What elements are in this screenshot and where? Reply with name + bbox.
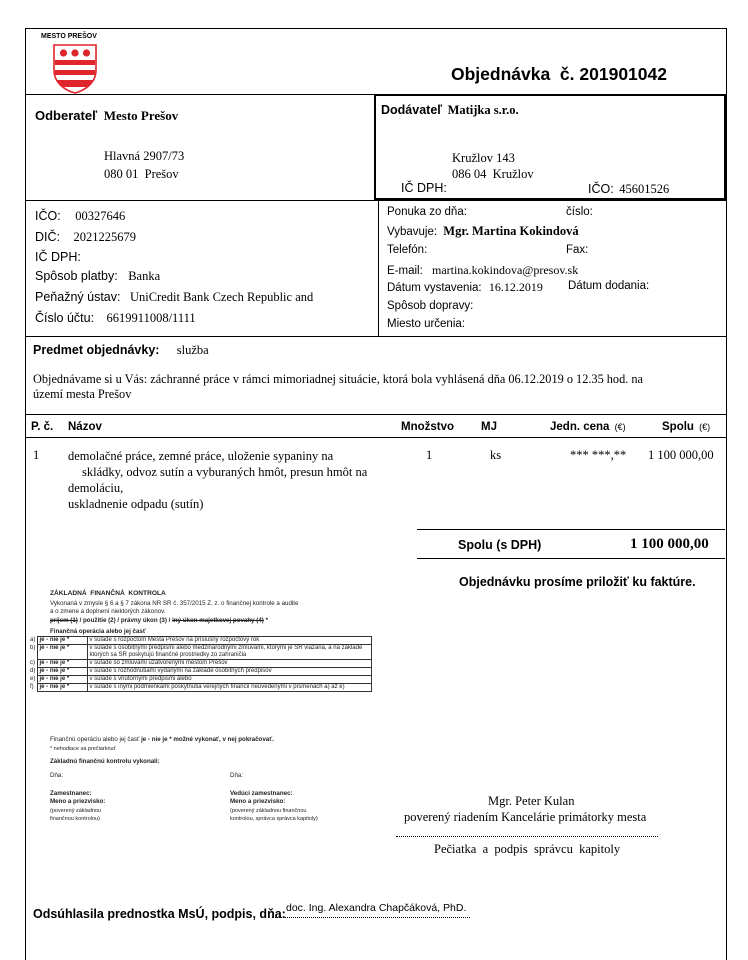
- approval-label: Odsúhlasila prednostka MsÚ, podpis, dňa:: [33, 907, 286, 921]
- buyer-payment-label: Spôsob platby:: [35, 269, 118, 283]
- buyer-payment-row: [35, 269, 160, 284]
- city-label: MESTO PREŠOV: [41, 33, 97, 40]
- fc-check-text: v súlade so zmluvami uzatvorenými mestom Prešov: [87, 660, 372, 668]
- offer-number-label: číslo:: [566, 206, 593, 218]
- row-unit-price: *** ***,**: [570, 448, 627, 462]
- row-unit: ks: [490, 448, 502, 462]
- col-header-total-label: Spolu: [662, 421, 694, 433]
- fc-check-letter: f): [30, 683, 34, 690]
- buyer-account-row: [35, 311, 196, 326]
- buyer-name: Mesto Prešov: [103, 108, 179, 123]
- fc-check-letter: a): [30, 636, 36, 643]
- divider-before-subject: [25, 336, 727, 337]
- col-header-unit: MJ: [481, 421, 497, 433]
- buyer-street: Hlavná 2907/73: [104, 149, 185, 163]
- buyer-bank-label: Peňažný ústav:: [35, 290, 121, 304]
- buyer-ic-dph-label: IČ DPH:: [35, 250, 81, 264]
- fc-employee-label: Zamestnanec:: [50, 790, 92, 797]
- fc-check-row: [30, 645, 372, 660]
- subject-text-line2: území mesta Prešov: [33, 387, 132, 401]
- divider-before-table: [25, 414, 727, 415]
- approval-value: doc. Ing. Alexandra Chapčáková, PhD.: [286, 902, 467, 914]
- col-header-qty: Množstvo: [401, 421, 455, 433]
- fc-performed-by: Základnú finančnú kontrolu vykonali:: [50, 758, 160, 765]
- buyer-label: Odberateľ: [35, 108, 98, 123]
- fc-title: ZÁKLADNÁ FINANČNÁ KONTROLA: [50, 590, 166, 597]
- fc-date-right: Dňa:: [230, 772, 244, 779]
- fc-check-row: [30, 684, 372, 692]
- col-header-name: Názov: [68, 421, 102, 433]
- fc-type-other: iný úkon majetkovej povahy (4): [172, 617, 264, 624]
- email-label: E-mail:: [387, 265, 423, 277]
- fc-check-letter: b): [30, 644, 36, 651]
- supplier-street: Kružlov 143: [452, 151, 515, 165]
- row-name-line: demolačné práce, zemné práce, uloženie sypaniny na: [68, 449, 334, 463]
- fc-note: * nehodiace sa prečiarknuť: [50, 746, 116, 752]
- handled-value: Mgr. Martina Kokindová: [443, 224, 579, 238]
- buyer-dic-value: 2021225679: [73, 230, 136, 244]
- supplier-city: 086 04 Kružlov: [452, 167, 534, 181]
- attach-note: Objednávku prosíme priložiť ku faktúre.: [459, 575, 696, 589]
- row-name-line: demoláciu,: [68, 481, 124, 495]
- fc-type-star: *: [263, 617, 269, 624]
- fc-employee-name-label: Meno a priezvisko:: [50, 798, 106, 805]
- email-row: [387, 263, 578, 278]
- fc-type-middle: / použitie (2) / právny úkon (3) /: [77, 617, 173, 624]
- fc-check-status: je - nie je *: [37, 660, 87, 668]
- fc-conclusion: [50, 736, 274, 743]
- fc-head-note1: (poverený základnou finančnou: [230, 808, 307, 814]
- supplier-block: [381, 103, 519, 118]
- buyer-ico-label: IČO:: [35, 209, 61, 223]
- fc-employee-note1: (poverený základnou: [50, 808, 102, 814]
- supplier-ico: [588, 182, 669, 197]
- fc-conclusion-start: Finančnú operáciu alebo jej časť: [50, 736, 142, 743]
- order-title: Objednávka č. 201901042: [451, 64, 667, 84]
- fc-type-income: príjem (1): [50, 617, 78, 624]
- buyer-block: [35, 108, 178, 124]
- supplier-name: Matijka s.r.o.: [447, 103, 519, 117]
- fc-date-left: Dňa:: [50, 772, 64, 779]
- fc-check-table: [30, 636, 372, 692]
- offer-date-label: Ponuka zo dňa:: [387, 206, 467, 218]
- fc-types: [50, 617, 268, 624]
- fc-check-row: [30, 637, 372, 645]
- col-header-unit-price-label: Jedn. cena: [550, 421, 610, 433]
- subject-label: Predmet objednávky:: [33, 343, 160, 357]
- handled-row: [387, 224, 579, 239]
- subject-text-line1: Objednávame si u Vás: záchranné práce v rámci mimoriadnej situácie, ktorá bola vyhlásená dňa 06.12.2019 o 12.35 hod. na: [33, 372, 643, 386]
- buyer-bank-row: [35, 290, 313, 305]
- buyer-city: 080 01 Prešov: [104, 167, 179, 181]
- sum-topline: [417, 529, 725, 530]
- buyer-dic-row: [35, 230, 136, 245]
- fc-head-label: Vedúci zamestnanec:: [230, 790, 293, 797]
- fax-label: Fax:: [566, 244, 589, 256]
- frame-top: [25, 28, 727, 29]
- fc-check-letter: d): [30, 667, 36, 674]
- col-header-num: P. č.: [31, 421, 54, 433]
- details-vertical-divider: [378, 200, 379, 336]
- issued-row: [387, 280, 543, 295]
- table-header-underline: [25, 437, 727, 438]
- fc-intro-line2: a o zmene a doplnení niektorých zákonov.: [50, 608, 166, 615]
- fc-conclusion-status: je - nie je *: [141, 736, 172, 743]
- frame-left: [25, 28, 26, 960]
- col-header-unit-price-currency: (€): [614, 422, 626, 432]
- fc-check-status: je - nie je *: [37, 676, 87, 684]
- divider-after-parties: [25, 200, 727, 201]
- fc-check-status: je - nie je *: [37, 637, 87, 645]
- row-total: 1 100 000,00: [648, 448, 714, 462]
- subject-value: služba: [176, 343, 209, 357]
- issued-value: 16.12.2019: [488, 280, 543, 294]
- supplier-ico-label: IČO:: [588, 182, 614, 196]
- col-header-total: [662, 421, 710, 433]
- buyer-account-value: 6619911008/1111: [106, 311, 196, 325]
- phone-label: Telefón:: [387, 244, 428, 256]
- supplier-ico-value: 45601526: [619, 182, 670, 196]
- signature-role: poverený riadením Kancelárie primátorky mesta: [404, 810, 647, 824]
- subject-row: [33, 343, 209, 358]
- row-name: [68, 448, 367, 512]
- buyer-bank-value: UniCredit Bank Czech Republic and: [129, 290, 314, 304]
- fc-check-text: v súlade s rozhodnutiami vydanými na základe osobitných predpisov: [87, 668, 372, 676]
- col-header-total-currency: (€): [699, 422, 711, 432]
- row-name-line: skládky, odvoz sutín a vyburaných hmôt, presun hmôt na: [82, 465, 368, 479]
- stamp-label: Pečiatka a podpis správcu kapitoly: [434, 842, 621, 856]
- supplier-label: Dodávateľ: [381, 103, 443, 117]
- email-value: martina.kokindova@presov.sk: [431, 263, 579, 277]
- fc-check-row: [30, 660, 372, 668]
- col-header-unit-price: [550, 421, 626, 433]
- row-name-line: uskladnenie odpadu (sutín): [68, 497, 204, 511]
- buyer-ico-value: 00327646: [75, 209, 126, 223]
- city-coat-of-arms: [53, 44, 97, 94]
- fc-check-letter: e): [30, 675, 36, 682]
- fc-intro-line1: Vykonaná v zmysle § 6 a § 7 zákona NR SR č. 357/2015 Z. z. o finančnej kontrole a audite: [50, 600, 299, 607]
- signature-dotted-line: [396, 836, 658, 837]
- frame-right: [726, 28, 727, 960]
- destination-label: Miesto určenia:: [387, 318, 465, 330]
- delivery-label: Dátum dodania:: [568, 280, 650, 292]
- approval-dotted-line: [272, 917, 470, 918]
- issued-label: Dátum vystavenia:: [387, 282, 482, 294]
- row-qty: 1: [426, 448, 433, 462]
- fc-check-text: v súlade s rozpočtom Mesta Prešov na príslušný rozpočtový rok: [87, 637, 372, 645]
- buyer-ico-row: [35, 209, 125, 224]
- sum-bottomline: [417, 558, 725, 559]
- fc-check-row: [30, 676, 372, 684]
- fc-check-status: je - nie je *: [37, 645, 87, 660]
- sum-value: 1 100 000,00: [630, 536, 709, 552]
- transport-label: Spôsob dopravy:: [387, 300, 474, 312]
- row-num: 1: [33, 448, 40, 462]
- fc-operation-header: Finančná operácia alebo jej časť: [50, 628, 146, 635]
- sum-label: Spolu (s DPH): [458, 538, 542, 552]
- fc-employee-note2: finančnou kontrolou): [50, 816, 100, 822]
- fc-check-text: v súlade s inými podmienkami poskytnutia verejných financií neuvedenými v písmenách a) až e): [87, 684, 372, 692]
- buyer-dic-label: DIČ:: [35, 230, 60, 244]
- fc-check-status: je - nie je *: [37, 668, 87, 676]
- supplier-ic-dph-label: IČ DPH:: [401, 181, 447, 195]
- fc-conclusion-end: možné vykonať, v nej pokračovať.: [171, 736, 274, 743]
- buyer-account-label: Číslo účtu:: [35, 311, 95, 325]
- fc-check-letter: c): [30, 659, 35, 666]
- fc-check-text: v súlade s vnútornými predpismi alebo: [87, 676, 372, 684]
- fc-head-name-label: Meno a priezvisko:: [230, 798, 286, 805]
- fc-check-text: v súlade s osobitnými predpismi alebo medzinárodnými zmluvami, ktorými je SR viazaná, a na základe ktorých sa SR poskytujú finančné prostriedky zo zahraničia: [87, 645, 372, 660]
- fc-head-note2: kontrolou, správca správca kapitoly): [230, 816, 318, 822]
- handled-label: Vybavuje:: [387, 226, 438, 238]
- buyer-payment-value: Banka: [128, 269, 161, 283]
- signature-name: Mgr. Peter Kulan: [488, 794, 575, 808]
- fc-check-status: je - nie je *: [37, 684, 87, 692]
- fc-check-row: [30, 668, 372, 676]
